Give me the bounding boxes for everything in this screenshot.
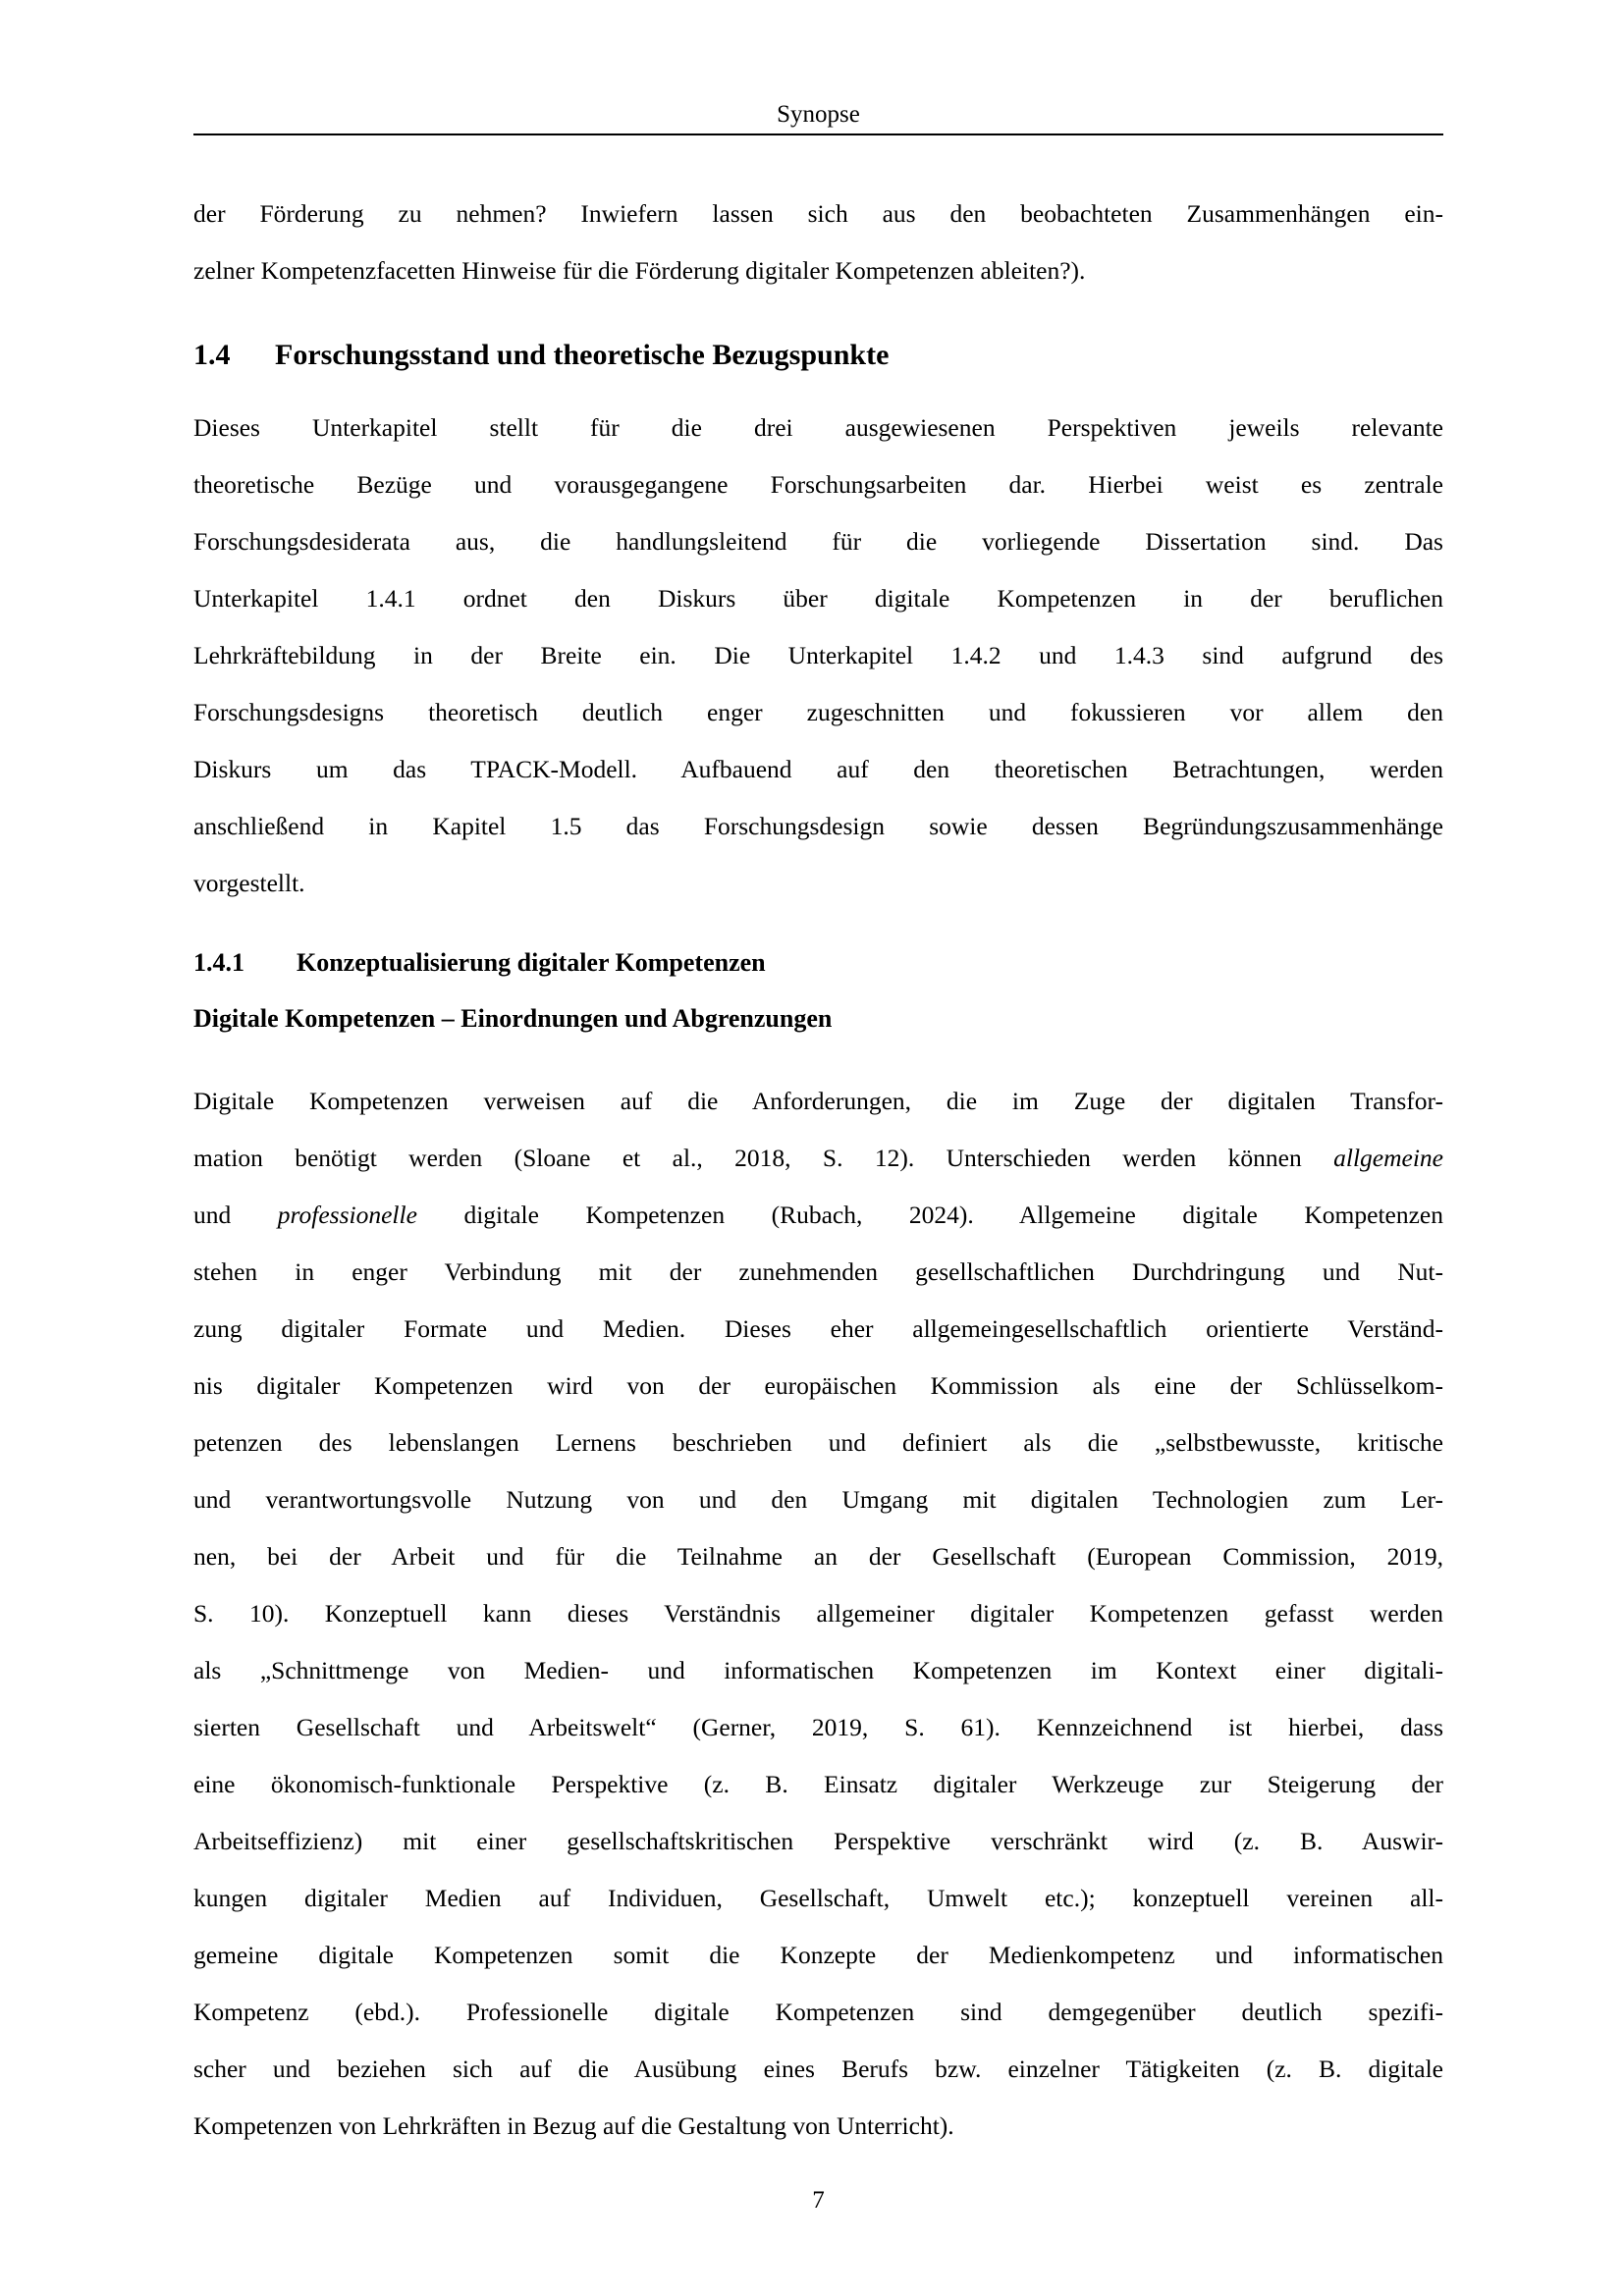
line-text: stehen in enger Verbindung mit der zunehmenden gesellschaftlichen Durchdringung und Nut-	[193, 1257, 1443, 1286]
text-line	[193, 1073, 1443, 1130]
section-heading-1-4	[193, 336, 1443, 375]
line-text: Diskurs um das TPACK-Modell. Aufbauend auf den theoretischen Betrachtungen, werden	[193, 755, 1443, 783]
section-title: Forschungsstand und theoretische Bezugspunkte	[275, 339, 890, 371]
line-text: Digitale Kompetenzen verweisen auf die Anforderungen, die im Zuge der digitalen Transfor-	[193, 1087, 1443, 1115]
line-text: Forschungsdesigns theoretisch deutlich enger zugeschnitten und fokussieren vor allem den	[193, 698, 1443, 726]
line-text: eine ökonomisch-funktionale Perspektive (z. B. Einsatz digitaler Werkzeuge zur Steigerung der	[193, 1770, 1443, 1798]
text-line	[193, 570, 1443, 627]
text-line	[193, 456, 1443, 513]
text-line	[193, 684, 1443, 741]
line-text: Kompetenz (ebd.). Professionelle digitale Kompetenzen sind demgegenüber deutlich spezifi-	[193, 1998, 1443, 2026]
subheading: Digitale Kompetenzen – Einordnungen und Abgrenzungen	[193, 1004, 833, 1033]
text-line	[193, 242, 1443, 299]
line-text: vorgestellt.	[193, 869, 305, 897]
line-text: und verantwortungsvolle Nutzung von und den Umgang mit digitalen Technologien zum Ler-	[193, 1485, 1443, 1514]
text-line	[193, 1699, 1443, 1756]
emphasized-term: allgemeine	[1333, 1144, 1443, 1172]
line-text: zung digitaler Formate und Medien. Dieses eher allgemeingesellschaftlich orientierte Verständ-	[193, 1314, 1443, 1343]
line-text: nen, bei der Arbeit und für die Teilnahme an der Gesellschaft (European Commission, 2019,	[193, 1542, 1443, 1571]
section-heading-1-4-1	[193, 945, 1443, 981]
text-line	[193, 2098, 1443, 2155]
line-text: digitale Kompetenzen (Rubach, 2024). Allgemeine digitale Kompetenzen	[416, 1201, 1443, 1229]
text-line	[193, 1870, 1443, 1927]
paragraph-digital-competences	[193, 1073, 1443, 2155]
text-line	[193, 1301, 1443, 1358]
text-line	[193, 1130, 1443, 1187]
line-text: Kompetenzen von Lehrkräften in Bezug auf die Gestaltung von Unterricht).	[193, 2111, 954, 2140]
text-line	[193, 1244, 1443, 1301]
section-number: 1.4	[193, 339, 231, 371]
text-line	[193, 1585, 1443, 1642]
text-line	[193, 513, 1443, 570]
paragraph-chapter-overview	[193, 400, 1443, 912]
text-line	[193, 741, 1443, 798]
paragraph-intro	[193, 186, 1443, 299]
text-line	[193, 1358, 1443, 1415]
text-line	[193, 400, 1443, 456]
text-line	[193, 1471, 1443, 1528]
text-line	[193, 855, 1443, 912]
line-text: petenzen des lebenslangen Lernens beschrieben und definiert als die „selbstbewusste, kritische	[193, 1428, 1443, 1457]
text-line	[193, 1187, 1443, 1244]
page-number: 7	[812, 2187, 825, 2214]
line-text: nis digitaler Kompetenzen wird von der europäischen Kommission als eine der Schlüsselkom-	[193, 1371, 1443, 1400]
text-line	[193, 1642, 1443, 1699]
line-text: Arbeitseffizienz) mit einer gesellschaftskritischen Perspektive verschränkt wird (z. B. Auswir-	[193, 1827, 1443, 1855]
text-line	[193, 798, 1443, 855]
line-text: scher und beziehen sich auf die Ausübung eines Berufs bzw. einzelner Tätigkeiten (z. B. digitale	[193, 2055, 1443, 2083]
header-rule	[193, 133, 1443, 135]
line-text: mation benötigt werden (Sloane et al., 2018, S. 12). Unterschieden werden können	[193, 1144, 1334, 1172]
text-line	[193, 1813, 1443, 1870]
text-line	[193, 2041, 1443, 2098]
text-line	[193, 1415, 1443, 1471]
text-line	[193, 1528, 1443, 1585]
line-text: der Förderung zu nehmen? Inwiefern lassen sich aus den beobachteten Zusammenhängen ein-	[193, 199, 1443, 228]
text-line	[193, 1927, 1443, 1984]
section-title: Konzeptualisierung digitaler Kompetenzen	[297, 948, 766, 977]
line-text: S. 10). Konzeptuell kann dieses Verständnis allgemeiner digitaler Kompetenzen gefasst werden	[193, 1599, 1443, 1628]
line-text: Dieses Unterkapitel stellt für die drei ausgewiesenen Perspektiven jeweils relevante	[193, 413, 1443, 442]
section-number: 1.4.1	[193, 948, 244, 977]
text-line	[193, 1984, 1443, 2041]
text-line	[193, 1756, 1443, 1813]
running-header: Synopse	[777, 101, 860, 128]
line-text: kungen digitaler Medien auf Individuen, Gesellschaft, Umwelt etc.); konzeptuell vereinen all-	[193, 1884, 1443, 1912]
line-text: anschließend in Kapitel 1.5 das Forschungsdesign sowie dessen Begründungszusammenhänge	[193, 812, 1443, 840]
emphasized-term: professionelle	[277, 1201, 417, 1229]
line-text: als „Schnittmenge von Medien- und informatischen Kompetenzen im Kontext einer digitali-	[193, 1656, 1443, 1684]
line-text: Lehrkräftebildung in der Breite ein. Die Unterkapitel 1.4.2 und 1.4.3 sind aufgrund des	[193, 641, 1443, 669]
line-text: Unterkapitel 1.4.1 ordnet den Diskurs über digitale Kompetenzen in der beruflichen	[193, 584, 1443, 613]
text-line	[193, 186, 1443, 242]
line-text: gemeine digitale Kompetenzen somit die Konzepte der Medienkompetenz und informatischen	[193, 1941, 1443, 1969]
text-line	[193, 627, 1443, 684]
line-text: und	[193, 1201, 278, 1229]
line-text: sierten Gesellschaft und Arbeitswelt“ (Gerner, 2019, S. 61). Kennzeichnend ist hierbei, dass	[193, 1713, 1443, 1741]
line-text: zelner Kompetenzfacetten Hinweise für die Förderung digitaler Kompetenzen ableiten?).	[193, 256, 1086, 285]
line-text: Forschungsdesiderata aus, die handlungsleitend für die vorliegende Dissertation sind. Das	[193, 527, 1443, 556]
line-text: theoretische Bezüge und vorausgegangene Forschungsarbeiten dar. Hierbei weist es zentrale	[193, 470, 1443, 499]
